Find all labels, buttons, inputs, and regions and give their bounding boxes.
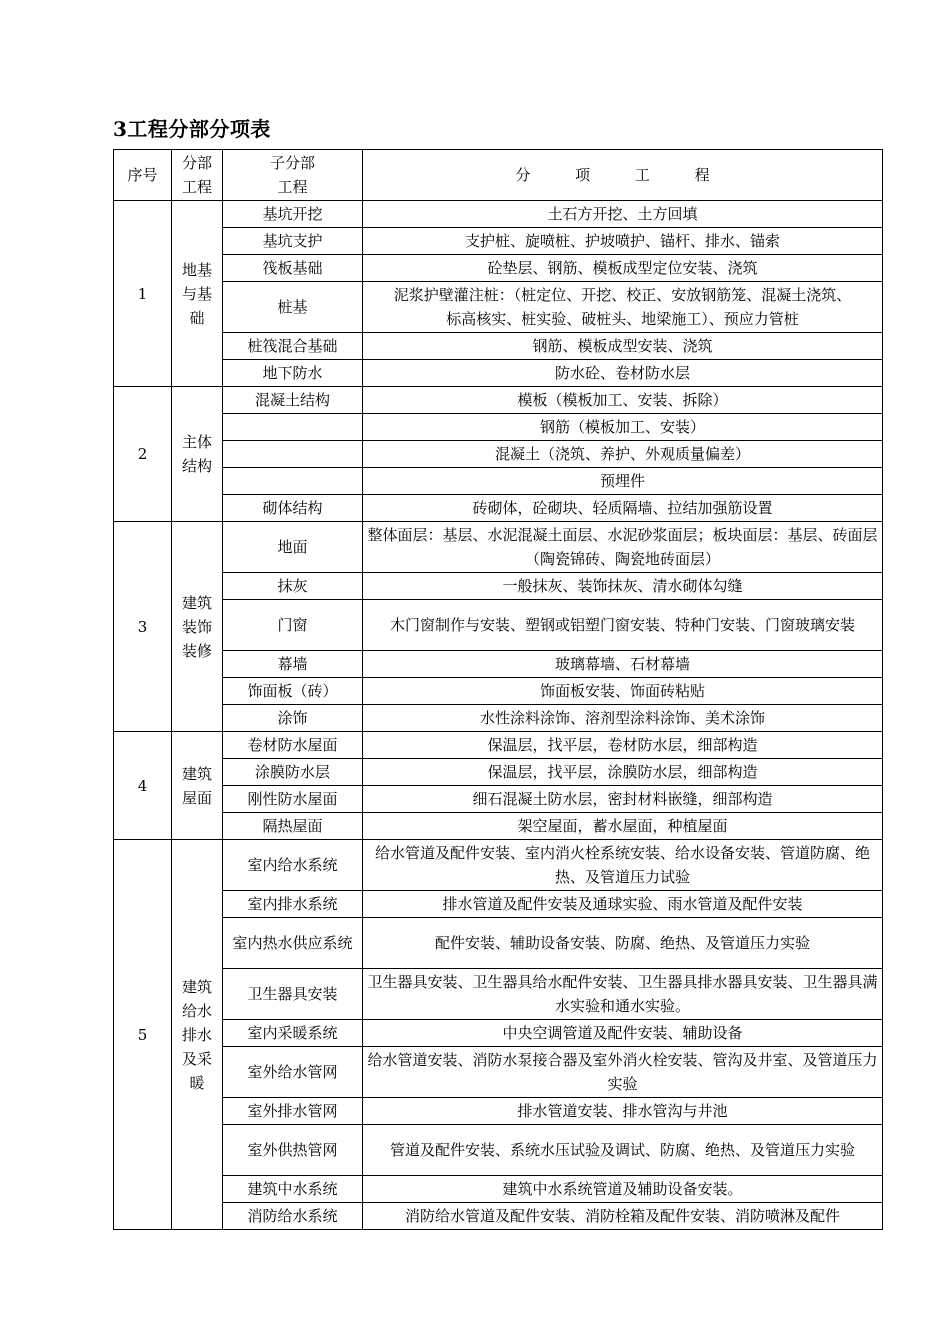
items-cell: 架空屋面，蓄水屋面，种植屋面: [363, 813, 883, 840]
group-division: [172, 840, 223, 1230]
subdivision-cell: 室内采暖系统: [223, 1020, 363, 1047]
items-cell: 整体面层：基层、水泥混凝土面层、水泥砂浆面层；板块面层：基层、砖面层（陶瓷锦砖、陶瓷地砖面层）: [363, 522, 883, 573]
subdivision-cell: [223, 414, 363, 441]
table-row: [114, 918, 883, 969]
items-cell: 给水管道安装、消防水泵接合器及室外消火栓安装、管沟及井室、及管道压力实验: [363, 1047, 883, 1098]
items-cell: 模板（模板加工、安装、拆除）: [363, 387, 883, 414]
items-cell: 保温层，找平层，涂膜防水层，细部构造: [363, 759, 883, 786]
division-label: 建筑装饰装修: [181, 593, 212, 660]
items-cell: 砼垫层、钢筋、模板成型定位安装、浇筑: [363, 255, 883, 282]
items-cell: 中央空调管道及配件安装、辅助设备: [363, 1020, 883, 1047]
subdivision-cell: 桩筏混合基础: [223, 333, 363, 360]
subdivision-cell: 幕墙: [223, 651, 363, 678]
items-cell: 防水砼、卷材防水层: [363, 360, 883, 387]
table-row: [114, 1098, 883, 1125]
group-division: [172, 387, 223, 522]
table-row: [114, 468, 883, 495]
items-cell: 消防给水管道及配件安装、消防栓箱及配件安装、消防喷淋及配件: [363, 1203, 883, 1230]
division-label: 主体结构: [181, 433, 212, 475]
table-row: [114, 678, 883, 705]
items-cell: 玻璃幕墙、石材幕墙: [363, 651, 883, 678]
table-row: [114, 441, 883, 468]
items-cell: 钢筋、模板成型安装、浇筑: [363, 333, 883, 360]
items-cell: 钢筋（模板加工、安装）: [363, 414, 883, 441]
table-row: [114, 732, 883, 759]
subdivision-cell: 室内热水供应系统: [223, 918, 363, 969]
division-label: 地基与基础: [181, 260, 212, 327]
items-cell: 一般抹灰、装饰抹灰、清水砌体勾缝: [363, 573, 883, 600]
subdivision-cell: 涂膜防水层: [223, 759, 363, 786]
group-number: 3: [114, 522, 172, 732]
page-title: 3工程分部分项表: [113, 117, 271, 141]
items-cell: 支护桩、旋喷桩、护坡喷护、锚杆、排水、锚索: [363, 228, 883, 255]
subdivision-cell: 门窗: [223, 600, 363, 651]
subdivision-cell: 抹灰: [223, 573, 363, 600]
subdivision-cell: 筏板基础: [223, 255, 363, 282]
items-cell: 预埋件: [363, 468, 883, 495]
subdivision-cell: 混凝土结构: [223, 387, 363, 414]
table-row: [114, 1047, 883, 1098]
table-row: [114, 600, 883, 651]
items-cell: 建筑中水系统管道及辅助设备安装。: [363, 1176, 883, 1203]
items-cell: 卫生器具安装、卫生器具给水配件安装、卫生器具排水器具安装、卫生器具满水实验和通水实验。: [363, 969, 883, 1020]
table-row: [114, 228, 883, 255]
header-no: 序号: [114, 150, 172, 201]
items-cell: 泥浆护壁灌注桩：（桩定位、开挖、校正、安放钢筋笼、混凝土浇筑、 标高核实、桩实验、破桩头、地梁施工）、预应力管桩: [363, 282, 883, 333]
division-label: 建筑屋面: [181, 764, 212, 807]
table-row: [114, 1125, 883, 1176]
table-row: [114, 201, 883, 228]
table-row: [114, 813, 883, 840]
subdivision-cell: 基坑开挖: [223, 201, 363, 228]
group-number: 4: [114, 732, 172, 840]
subdivision-cell: 隔热屋面: [223, 813, 363, 840]
subdivision-cell: 饰面板（砖）: [223, 678, 363, 705]
subdivision-cell: 刚性防水屋面: [223, 786, 363, 813]
group-division: [172, 201, 223, 387]
header-division: 分部 工程: [172, 150, 223, 201]
items-cell: 给水管道及配件安装、室内消火栓系统安装、给水设备安装、管道防腐、绝热、及管道压力试验: [363, 840, 883, 891]
group-number: 2: [114, 387, 172, 522]
table-row: [114, 651, 883, 678]
table-row: [114, 282, 883, 333]
subdivision-cell: 卫生器具安装: [223, 969, 363, 1020]
table-row: [114, 759, 883, 786]
items-cell: 饰面板安装、饰面砖粘贴: [363, 678, 883, 705]
subdivision-cell: 地面: [223, 522, 363, 573]
table-row: [114, 255, 883, 282]
table-row: [114, 786, 883, 813]
table-row: [114, 1203, 883, 1230]
items-cell: 排水管道安装、排水管沟与井池: [363, 1098, 883, 1125]
items-cell: 保温层，找平层，卷材防水层，细部构造: [363, 732, 883, 759]
subdivision-cell: 基坑支护: [223, 228, 363, 255]
table-row: [114, 573, 883, 600]
table-row: [114, 1176, 883, 1203]
table-row: [114, 1020, 883, 1047]
table-header-row: [114, 150, 883, 201]
items-cell: 配件安装、辅助设备安装、防腐、绝热、及管道压力实验: [363, 918, 883, 969]
group-division: [172, 522, 223, 732]
table-row: [114, 705, 883, 732]
items-cell: 管道及配件安装、系统水压试验及调试、防腐、绝热、及管道压力实验: [363, 1125, 883, 1176]
table-row: [114, 840, 883, 891]
group-number: 1: [114, 201, 172, 387]
subdivision-cell: 室外给水管网: [223, 1047, 363, 1098]
division-label: 建筑给水排水及采暖: [181, 977, 212, 1092]
items-cell: 砖砌体，砼砌块、轻质隔墙、拉结加强筋设置: [363, 495, 883, 522]
subdivision-cell: 消防给水系统: [223, 1203, 363, 1230]
subdivision-cell: 涂饰: [223, 705, 363, 732]
subdivision-cell: 室内给水系统: [223, 840, 363, 891]
division-table: [113, 149, 883, 1230]
table-row: [114, 495, 883, 522]
header-items: 分 项 工 程: [363, 150, 883, 201]
items-cell: 混凝土（浇筑、养护、外观质量偏差）: [363, 441, 883, 468]
items-cell: 土石方开挖、土方回填: [363, 201, 883, 228]
table-row: [114, 891, 883, 918]
subdivision-cell: 桩基: [223, 282, 363, 333]
items-cell: 排水管道及配件安装及通球实验、雨水管道及配件安装: [363, 891, 883, 918]
subdivision-cell: 卷材防水屋面: [223, 732, 363, 759]
subdivision-cell: 室内排水系统: [223, 891, 363, 918]
subdivision-cell: 砌体结构: [223, 495, 363, 522]
items-cell: 细石混凝土防水层，密封材料嵌缝，细部构造: [363, 786, 883, 813]
table-row: [114, 969, 883, 1020]
header-subdivision: 子分部 工程: [223, 150, 363, 201]
subdivision-cell: 建筑中水系统: [223, 1176, 363, 1203]
subdivision-cell: [223, 468, 363, 495]
subdivision-cell: [223, 441, 363, 468]
subdivision-cell: 室外供热管网: [223, 1125, 363, 1176]
group-number: 5: [114, 840, 172, 1230]
table-row: [114, 522, 883, 573]
items-cell: 水性涂料涂饰、溶剂型涂料涂饰、美术涂饰: [363, 705, 883, 732]
subdivision-cell: 地下防水: [223, 360, 363, 387]
table-row: [114, 333, 883, 360]
table-row: [114, 360, 883, 387]
items-cell: 木门窗制作与安装、塑钢或铝塑门窗安装、特种门安装、门窗玻璃安装: [363, 600, 883, 651]
group-division: [172, 732, 223, 840]
table-row: [114, 387, 883, 414]
table-row: [114, 414, 883, 441]
subdivision-cell: 室外排水管网: [223, 1098, 363, 1125]
